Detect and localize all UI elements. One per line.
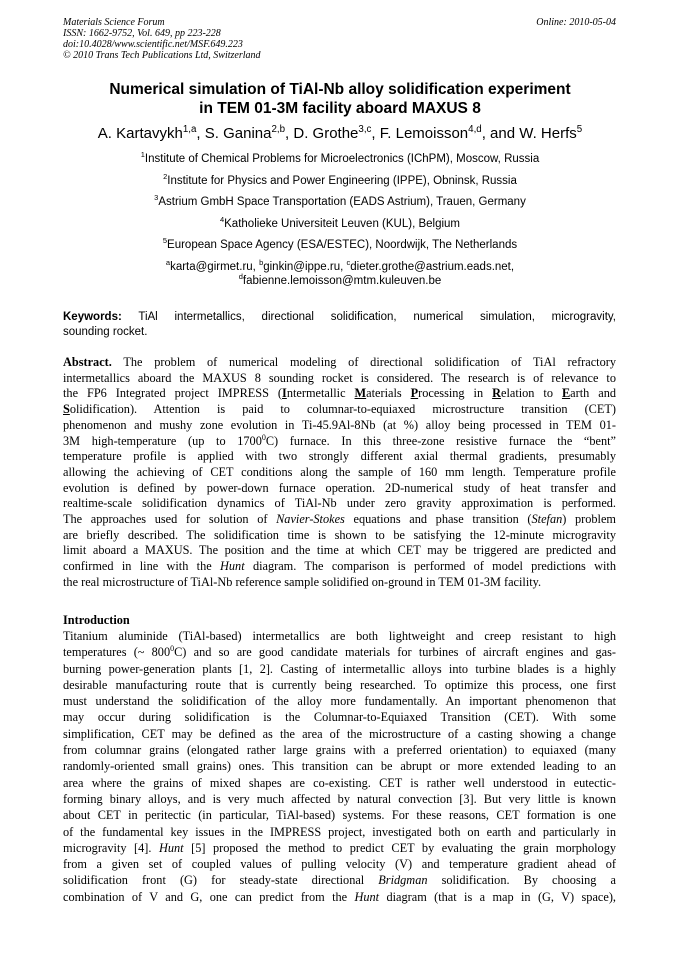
affiliation: $^1$Institute of Chemical Problems for Microelectronics (IChPM), Moscow, Russia <box>140 150 540 165</box>
publication-info <box>63 17 616 61</box>
intro-line: randomly-oriented small grains) ones. This transition can be abrupt or more extended leading to an <box>63 759 616 774</box>
issn-line: ISSN: 1662-9752, Vol. 649, pp 223-228 <box>63 28 221 39</box>
abstract-line: temperature profile is applied with two strongly different axial thermal gradients, presumably <box>63 449 616 464</box>
email-line: $^d$fabienne.lemoisson@mtm.kuleuven.be <box>238 271 442 287</box>
online-date: Online: 2010-05-04 <box>536 17 616 28</box>
intro-line: about CET in peritectic (in particular, TiAl-based) systems. For these reasons, CET formation is one <box>63 808 616 823</box>
email: ginkin@ippe.ru, <box>263 260 347 273</box>
title-line: Numerical simulation of TiAl-Nb alloy solidification experiment <box>109 81 571 98</box>
intro-line: Titanium aluminide (TiAl-based) intermetallics are both lightweight and creep resistant to high <box>63 629 616 643</box>
author: D. Grothe$^{3,c}$, <box>293 124 380 142</box>
intro-line: area where the grains of mixed shapes are co-existing. CET is rather well understood in eutectic- <box>63 775 616 790</box>
intro-line: must understand the solidification of the alloy more fundamentally. An important phenomenon that <box>63 694 616 709</box>
abstract-line: are briefly described. The solidification time is shown to be satisfying the 12-minute microgravity <box>63 527 616 542</box>
keywords-line: sounding rocket. <box>63 326 148 338</box>
author-list <box>30 124 650 144</box>
abstract-line: phenomenon and mushy zone evolution in Ti-45.9Al-8Nb (at %) alloy being processed in TEM 01- <box>63 417 616 432</box>
abstract-line: Solidification). Attention is paid to columnar-to-equiaxed microstructure transition (CET) <box>63 402 616 417</box>
author: F. Lemoisson$^{4,d}$, and <box>379 124 520 142</box>
intro-line: temperatures (~ $800^0C$) and so are good candidate materials for turbines of aircraft engines and gas- <box>63 644 617 660</box>
abstract-line: The approaches used for solution of Navier-Stokes equations and phase transition (Stefan) problem <box>63 512 616 527</box>
author: W. Herfs$^5$ <box>519 124 583 142</box>
keywords-line: Keywords: TiAl intermetallics, directional solidification, numerical simulation, microgravity, <box>63 311 616 323</box>
abstract-line: intermetallics aboard the MAXUS 8 sounding rocket is considered. The research is of relevance to <box>63 370 616 385</box>
affiliation: $^3$Astrium GmbH Space Transportation (EADS Astrium), Trauen, Germany <box>154 193 526 208</box>
author: S. Ganina$^{2,b}$, <box>204 124 294 142</box>
intro-line: from columnar grains (elongated rather large grains with a preferred orientation) to equiaxed (many <box>63 743 616 758</box>
intro-line: desirable manufacturing route that is currently being researched. To optimize this process, one first <box>63 677 616 692</box>
section-heading-introduction: Introduction <box>63 613 130 627</box>
abstract-line: the real microstructure of TiAl-Nb reference sample solidified on-ground in TEM 01-3M facility. <box>63 574 542 589</box>
affiliation: $^2$Institute for Physics and Power Engineering (IPPE), Obninsk, Russia <box>163 171 517 187</box>
abstract-line: confirmed in line with the Hunt diagram. The comparison is performed of model predictions with <box>63 559 616 574</box>
author: A. Kartavykh$^{1,a}$, <box>97 124 205 142</box>
email-line: $^a$karta@girmet.ru, $^b$ginkin@ippe.ru, $^c$dieter.grothe@astrium.eads.net, <box>165 257 515 273</box>
running-header <box>63 17 616 61</box>
abstract-line: allowing the achieving of CET conditions along the sample of 160 mm length. Temperature profile <box>63 464 616 479</box>
affiliation: $^4$Katholieke Universiteit Leuven (KUL), Belgium <box>219 214 461 230</box>
abstract-line: limit aboard a MAXUS. The position and the time at which CET may be triggered are predicted and <box>63 543 616 558</box>
abstract-line: Abstract. The problem of numerical modeling of directional solidification of TiAl refractory <box>63 355 616 369</box>
intro-line: burning power-generation plants [1, 2]. Casting of intermetallic alloys into turbine blades is a highly <box>63 661 616 676</box>
intro-line: microgravity [4]. Hunt [5] proposed the method to predict CET by evaluating the grain morphology <box>63 840 616 855</box>
paper-title <box>40 80 640 118</box>
abstract-line: realtime-scale solidification dynamics of TiAl-Nb under zero gravity approximation is performed. <box>63 496 616 511</box>
affiliation: $^5$European Space Agency (ESA/ESTEC), Noordwijk, The Netherlands <box>162 236 518 251</box>
abstract-label: Abstract. <box>63 355 112 369</box>
introduction-body <box>63 628 616 905</box>
copyright-line: © 2010 Trans Tech Publications Ltd, Switzerland <box>63 50 261 61</box>
title-line: in TEM 01-3M facility aboard MAXUS 8 <box>199 100 481 117</box>
affiliations <box>30 152 650 288</box>
intro-line: may occur during solidification is the Columnar-to-Equiaxed Transition (CET). With some <box>63 710 616 725</box>
doi-line: doi:10.4028/www.scientific.net/MSF.649.223 <box>63 39 243 50</box>
intro-line: from a given set of coupled values of pulling velocity (V) and temperature gradient ahead of <box>63 857 616 872</box>
intro-line: combination of V and G, one can predict from the Hunt diagram (that is a map in (G, V) space), <box>63 889 616 904</box>
abstract-line: 3M high-temperature (up to 1700$^0$C) furnace. In this three-zone resistive furnace the “bent” <box>63 432 616 448</box>
email: dieter.grothe@astrium.eads.net, <box>350 260 515 273</box>
email: fabienne.lemoisson@mtm.kuleuven.be <box>242 274 442 287</box>
keywords-label: Keywords: <box>63 311 122 323</box>
author-emails <box>30 257 650 288</box>
email: karta@girmet.ru, <box>170 260 260 273</box>
abstract-line: the FP6 Integrated project IMPRESS (Intermetallic Materials Processing in Relation to Earth and <box>63 386 616 401</box>
intro-line: forming binary alloys, and is very much affected by natural convection [3]. But very little is known <box>63 791 616 806</box>
journal-name: Materials Science Forum <box>63 17 165 28</box>
abstract-line: evolution is defined by power-down furnace operation. 2D-numerical study of heat transfer and <box>63 480 616 495</box>
keywords-section <box>63 310 616 340</box>
abstract-section <box>63 355 616 591</box>
intro-line: solidification front (G) for steady-state directional Bridgman solidification. By choosing a <box>63 873 616 888</box>
intro-line: of the fundamental key issues in the IMPRESS project, investigated both on earth and particularly in <box>63 824 616 839</box>
intro-line: simplification, CET may be defined as the area of the microstructure of a casting showing a change <box>63 726 616 741</box>
